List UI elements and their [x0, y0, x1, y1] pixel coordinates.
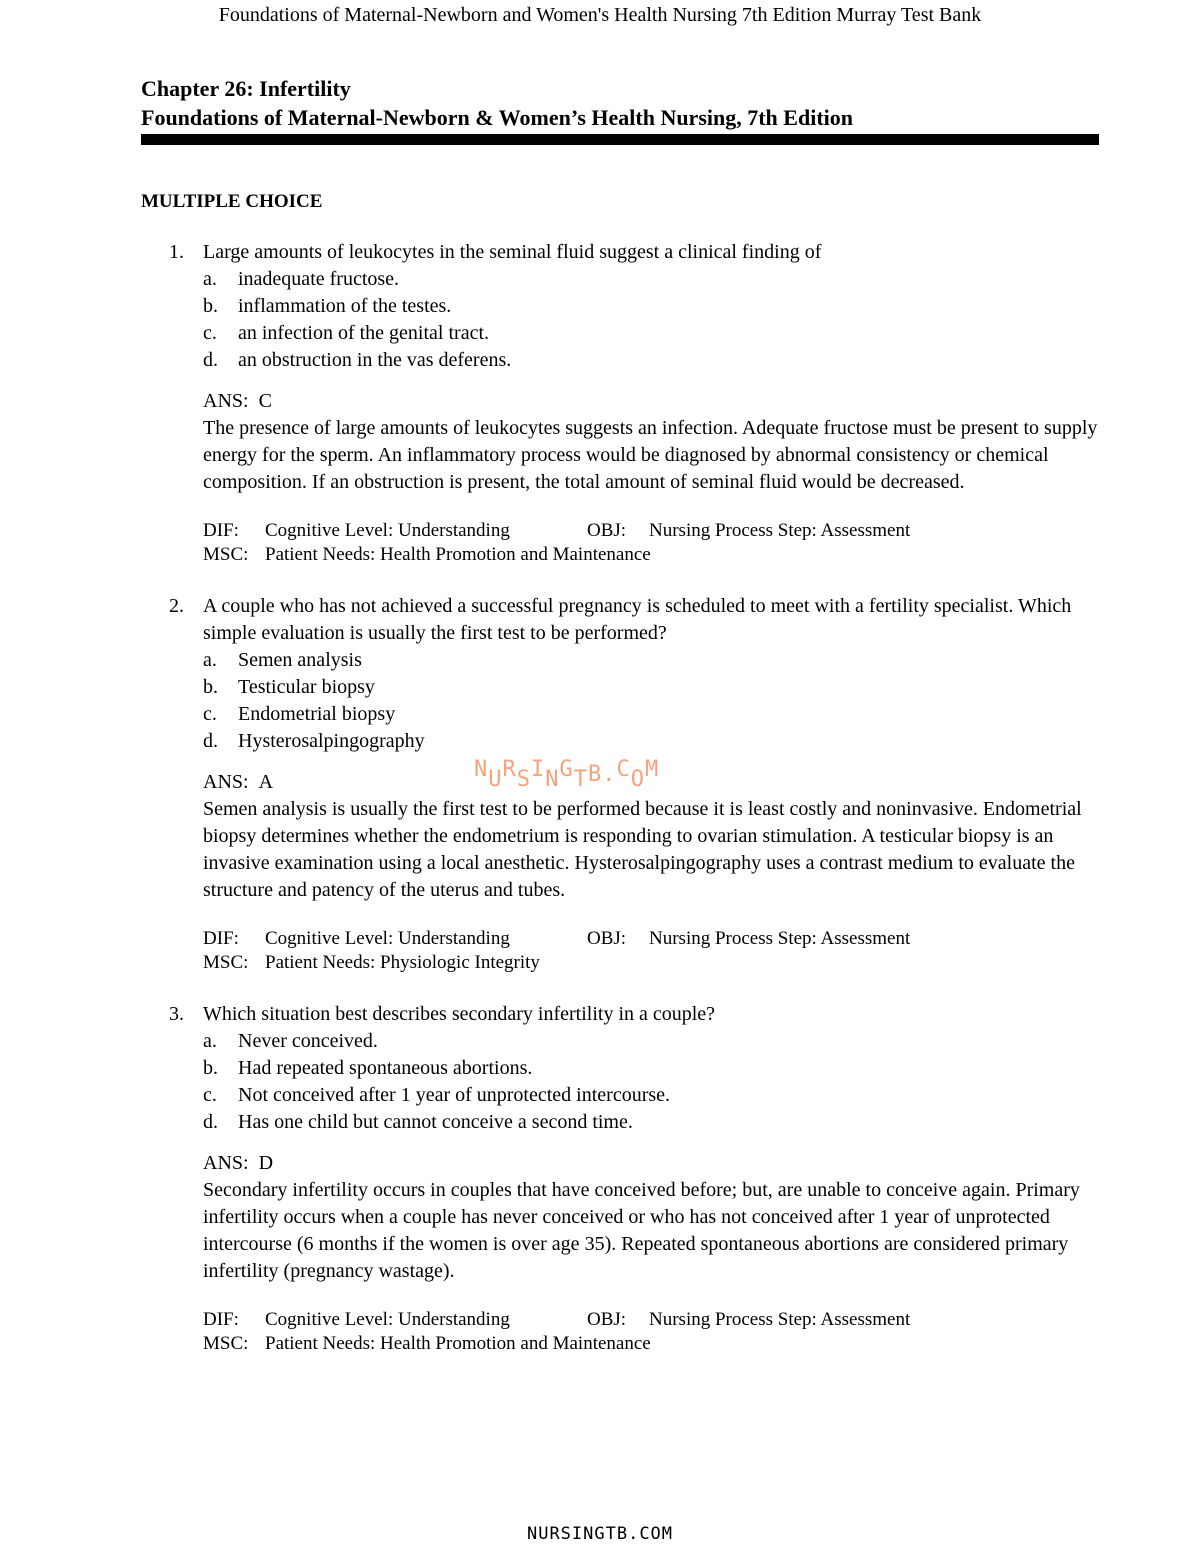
option-text: Endometrial biopsy — [238, 703, 396, 725]
option-letter: d. — [203, 349, 218, 371]
option-letter: b. — [203, 295, 218, 317]
msc-label: MSC: — [203, 952, 249, 973]
option-a — [203, 266, 1099, 293]
obj-value: Nursing Process Step: Assessment — [649, 928, 911, 949]
option-text: Has one child but cannot conceive a second time. — [238, 1111, 633, 1133]
watermark-letter: I — [531, 757, 546, 782]
watermark-letter: N — [545, 767, 560, 792]
option-text: Never conceived. — [238, 1030, 378, 1052]
dif-label: DIF: — [203, 520, 239, 541]
option-letter: a. — [203, 1030, 217, 1052]
question-3 — [141, 1001, 1099, 1356]
meta-row-dif-obj — [203, 1308, 1099, 1332]
option-letter: c. — [203, 1084, 217, 1106]
option-c — [203, 1082, 1099, 1109]
meta-row-msc — [203, 1332, 1099, 1356]
option-c — [203, 701, 1099, 728]
msc-value: Patient Needs: Health Promotion and Maintenance — [265, 1333, 651, 1354]
option-text: Hysterosalpingography — [238, 730, 425, 752]
answer-value: D — [258, 1152, 274, 1174]
msc-label: MSC: — [203, 544, 249, 565]
option-text: an obstruction in the vas deferens. — [238, 349, 512, 371]
meta-row-msc — [203, 951, 1099, 975]
option-d — [203, 728, 1099, 755]
option-letter: a. — [203, 649, 217, 671]
question-meta — [203, 1308, 1099, 1356]
option-text: Had repeated spontaneous abortions. — [238, 1057, 533, 1079]
option-letter: c. — [203, 322, 217, 344]
option-b — [203, 293, 1099, 320]
watermark-letter: O — [630, 767, 645, 792]
msc-label: MSC: — [203, 1333, 249, 1354]
watermark-letter: R — [502, 757, 517, 782]
option-b — [203, 1055, 1099, 1082]
question-number: 3. — [169, 1003, 184, 1025]
watermark-letter: C — [616, 757, 631, 782]
dif-label: DIF: — [203, 1309, 239, 1330]
option-d — [203, 347, 1099, 374]
page-content — [141, 74, 1099, 1356]
option-text: an infection of the genital tract. — [238, 322, 490, 344]
option-c — [203, 320, 1099, 347]
option-list — [203, 1028, 1099, 1136]
page-footer: NURSINGTB.COM — [526, 1524, 674, 1544]
running-header: Foundations of Maternal-Newborn and Women's Health Nursing 7th Edition Murray Test Bank — [218, 4, 982, 26]
meta-row-msc — [203, 543, 1099, 567]
question-meta — [203, 927, 1099, 975]
answer-value: A — [258, 771, 274, 793]
option-letter: d. — [203, 730, 218, 752]
option-letter: a. — [203, 268, 217, 290]
dif-label: DIF: — [203, 928, 239, 949]
answer-label: ANS: — [203, 771, 249, 793]
watermark-letter: M — [645, 757, 660, 782]
watermark-letter: G — [559, 757, 574, 782]
question-stem: Large amounts of leukocytes in the seminal fluid suggest a clinical finding of — [203, 241, 822, 263]
obj-label: OBJ: — [587, 520, 627, 541]
option-letter: d. — [203, 1111, 218, 1133]
question-stem: Which situation best describes secondary infertility in a couple? — [203, 1003, 716, 1025]
option-letter: c. — [203, 703, 217, 725]
msc-value: Patient Needs: Physiologic Integrity — [265, 952, 540, 973]
option-text: Semen analysis — [238, 649, 362, 671]
option-letter: b. — [203, 1057, 218, 1079]
answer-value: C — [258, 390, 272, 412]
option-text: Testicular biopsy — [238, 676, 375, 698]
question-meta — [203, 519, 1099, 567]
dif-value: Cognitive Level: Understanding — [265, 928, 510, 949]
meta-row-dif-obj — [203, 519, 1099, 543]
answer-line — [203, 1150, 1099, 1177]
option-text: Not conceived after 1 year of unprotected intercourse. — [238, 1084, 671, 1106]
obj-value: Nursing Process Step: Assessment — [649, 520, 911, 541]
option-a — [203, 647, 1099, 674]
option-b — [203, 674, 1099, 701]
option-list — [203, 266, 1099, 374]
obj-label: OBJ: — [587, 1309, 627, 1330]
answer-line — [203, 388, 1099, 415]
answer-label: ANS: — [203, 390, 249, 412]
option-list — [203, 647, 1099, 755]
option-text: inadequate fructose. — [238, 268, 400, 290]
watermark-letter: N — [474, 757, 489, 782]
watermark-logo — [474, 757, 660, 792]
title-rule — [141, 134, 1099, 145]
msc-value: Patient Needs: Health Promotion and Maintenance — [265, 544, 651, 565]
watermark-letter: . — [602, 762, 617, 787]
question-1 — [141, 239, 1099, 567]
option-a — [203, 1028, 1099, 1055]
watermark-letter: S — [516, 767, 531, 792]
rationale: The presence of large amounts of leukocytes suggests an infection. Adequate fructose must be present to supply energy for the sperm. An inflammatory process would be diagnosed by abnormal consistency or chemical composition. If an obstruction is present, the total amount of seminal fluid would be decreased. — [203, 417, 1098, 493]
option-d — [203, 1109, 1099, 1136]
chapter-title: Chapter 26: Infertility — [141, 76, 351, 101]
question-number: 2. — [169, 595, 184, 617]
dif-value: Cognitive Level: Understanding — [265, 1309, 510, 1330]
option-letter: b. — [203, 676, 218, 698]
question-number: 1. — [169, 241, 184, 263]
option-text: inflammation of the testes. — [238, 295, 452, 317]
obj-label: OBJ: — [587, 928, 627, 949]
rationale: Semen analysis is usually the first test to be performed because it is least costly and noninvasive. Endometrial biopsy determines whether the endometrium is responding to ovarian stimulation. A testicular biopsy is an invasive examination using a local anesthetic. Hysterosalpingography uses a contrast medium to evaluate the structure and patency of the uterus and tubes. — [203, 798, 1082, 901]
obj-value: Nursing Process Step: Assessment — [649, 1309, 911, 1330]
rationale: Secondary infertility occurs in couples that have conceived before; but, are unable to conceive again. Primary infertility occurs when a couple has never conceived or who has not conceived after 1 year of unprotected intercourse (6 months if the women is over age 35). Repeated spontaneous abortions are considered primary infertility (pregnancy wastage). — [203, 1179, 1080, 1282]
book-title: Foundations of Maternal-Newborn & Women’s Health Nursing, 7th Edition — [141, 105, 853, 130]
question-stem: A couple who has not achieved a successful pregnancy is scheduled to meet with a fertility specialist. Which simple evaluation is usually the first test to be performed? — [203, 595, 1072, 644]
watermark-letter: U — [488, 767, 503, 792]
answer-label: ANS: — [203, 1152, 249, 1174]
watermark-letter: T — [573, 767, 588, 792]
watermark-letter: B — [588, 762, 603, 787]
dif-value: Cognitive Level: Understanding — [265, 520, 510, 541]
meta-row-dif-obj — [203, 927, 1099, 951]
section-heading: MULTIPLE CHOICE — [141, 191, 323, 212]
